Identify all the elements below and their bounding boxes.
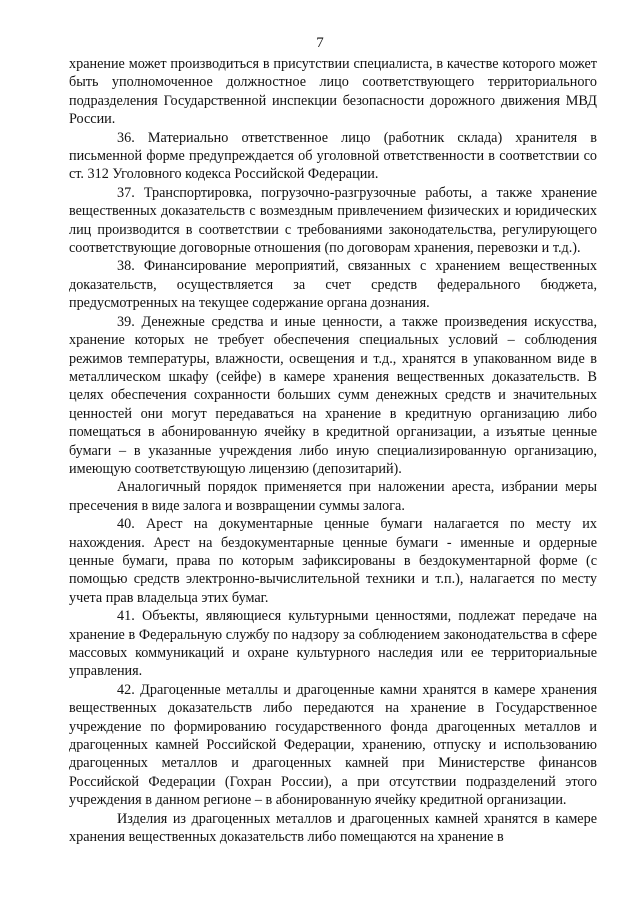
paragraph-40: 40. Арест на документарные ценные бумаги налагается по месту их нахождения. Арест на бездокументарные ценные бумаги - именные и ордерные ценные бумаги, права по которым зафиксированы в бездокументарной форме (с помощью средств электронно-вычислительной техники и т.п.), налагается по месту учета прав владельца этих бумаг. <box>69 516 597 606</box>
paragraph-39: 39. Денежные средства и иные ценности, а также произведения искусства, хранение которых не требует обеспечения специальных условий – соблюдения режимов температуры, влажности, освещения и т.д., хранятся в упакованном виде в металлическом шкафу (сейфе) в камере хранения вещественных доказательств. В целях обеспечения сохранности больших сумм денежных средств и значительных ценностей они могут передаваться на хранение в кредитную организацию либо помещаться в абонированную ячейку в кредитной организации, а изъятые ценные бумаги – в указанные учреждения либо иную специализированную организацию, имеющую соответствующую лицензию (депозитарий). <box>69 313 597 477</box>
paragraph-42: 42. Драгоценные металлы и драгоценные камни хранятся в камере хранения вещественных доказательств либо передаются на хранение в Государственное учреждение по формированию государственного фонда драгоценных металлов и драгоценных камней Российской Федерации, хранению, отпуску и использованию драгоценных металлов и драгоценных камней при Министерстве финансов Российской Федерации (Гохран России), а при отсутствии подразделений этого учреждения в данном регионе – в абонированную ячейку кредитной организации. <box>69 681 597 809</box>
paragraph-36: 36. Материально ответственное лицо (работник склада) хранителя в письменной форме предупреждается об уголовной ответственности в соответствии со ст. 312 Уголовного кодекса Российской Федерации. <box>69 129 597 183</box>
paragraph-continuation: хранение может производиться в присутствии специалиста, в качестве которого может быть уполномоченное должностное лицо соответствующего территориального подразделения Государственной инспекции безопасности дорожного движения МВД России. <box>69 56 597 128</box>
document-body <box>69 55 597 846</box>
paragraph-41: 41. Объекты, являющиеся культурными ценностями, подлежат передаче на хранение в Федеральную службу по надзору за соблюдением законодательства в сфере массовых коммуникаций и охране культурного наследия или ее территориальные управления. <box>69 608 597 680</box>
paragraph-39-note: Аналогичный порядок применяется при наложении ареста, избрании меры пресечения в виде залога и возвращении суммы залога. <box>69 479 597 514</box>
paragraph-37: 37. Транспортировка, погрузочно-разгрузочные работы, а также хранение вещественных доказательств с возмездным привлечением физических и юридических лиц производится в соответствии с требованиями законодательства, регулирующего соответствующие договорные отношения (по договорам хранения, перевозки и т.д.). <box>69 184 597 257</box>
paragraph-38: 38. Финансирование мероприятий, связанных с хранением вещественных доказательств, осуществляется за счет средств федерального бюджета, предусмотренных на текущее содержание органа дознания. <box>69 258 597 312</box>
page-number: 7 <box>316 35 324 51</box>
paragraph-42-continued: Изделия из драгоценных металлов и драгоценных камней хранятся в камере хранения вещественных доказательств либо помещаются на хранение в <box>69 810 597 846</box>
